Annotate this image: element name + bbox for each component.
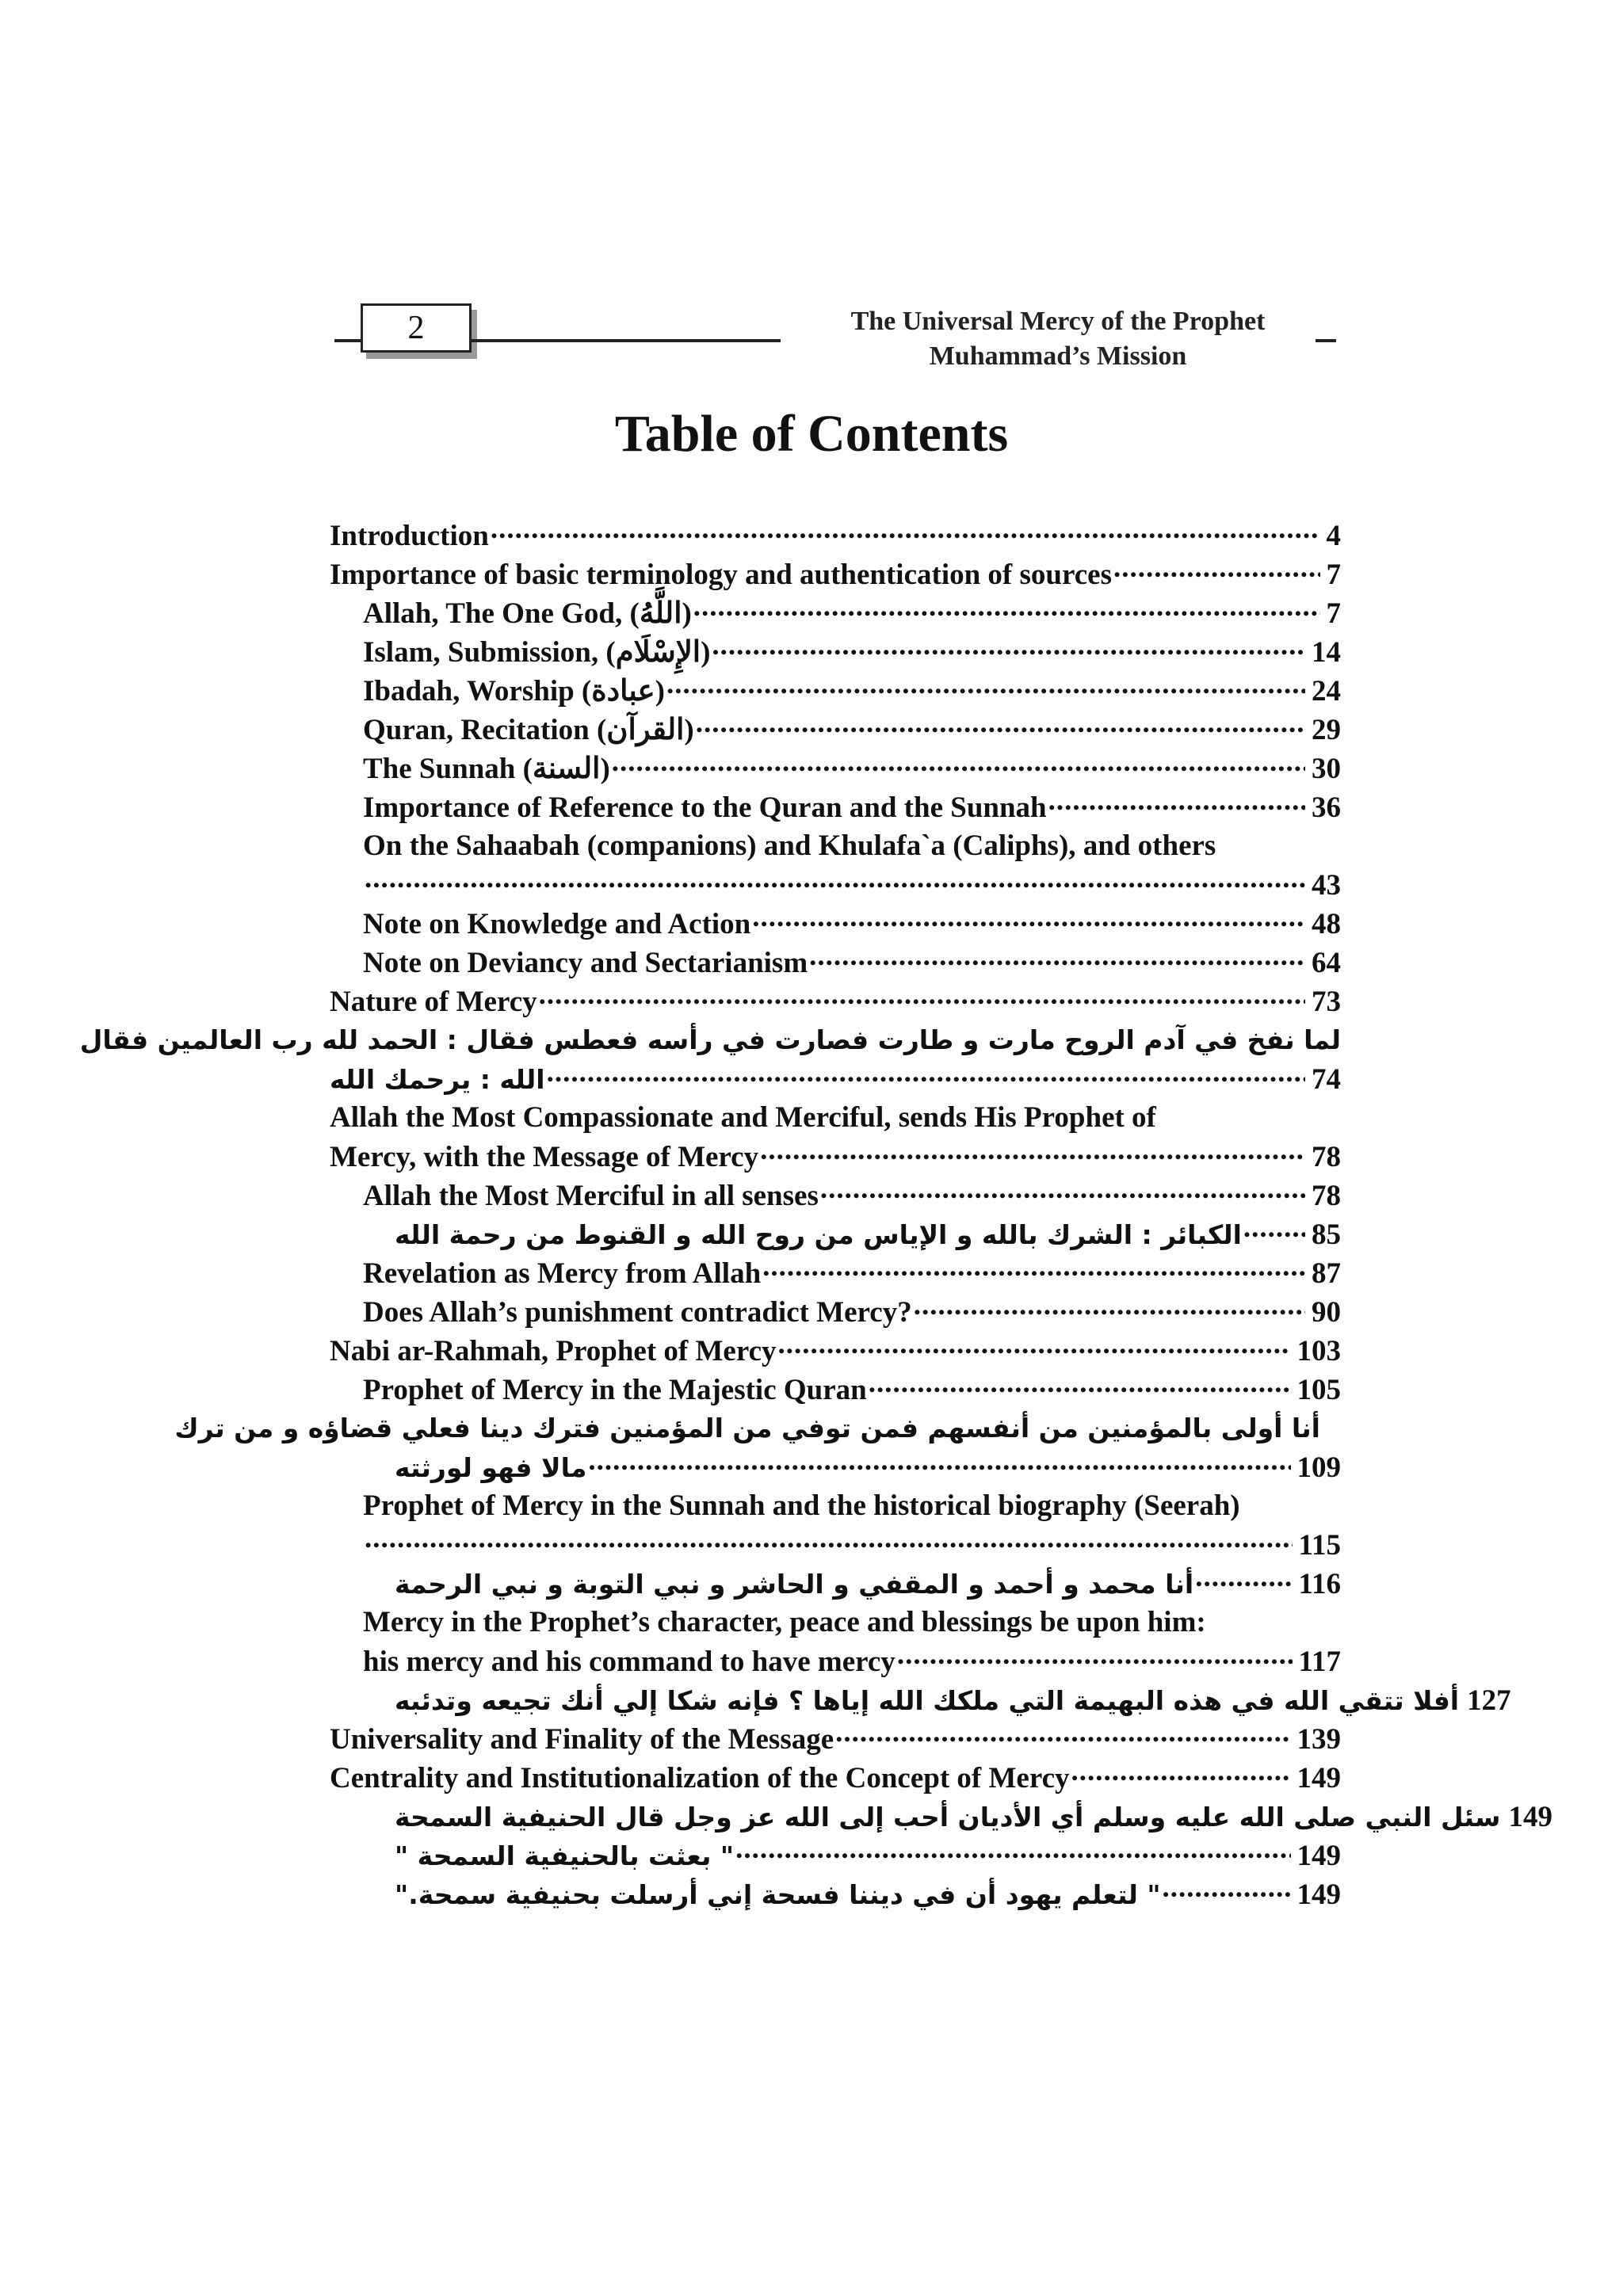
toc-entry-label: أفلا تتقي الله في هذه البهيمة التي ملكك الله إياها ؟ فإنه شكا إلي أنك تجيعه وتدئبه <box>395 1685 1460 1716</box>
toc-entry[interactable] <box>330 1331 1341 1370</box>
toc-entry-label: الله : يرحمك الله <box>330 1064 545 1095</box>
toc-entry[interactable] <box>330 555 1341 593</box>
dot-leader <box>693 593 1320 623</box>
page-number: 2 <box>407 310 425 346</box>
toc-entry-label-line[interactable]: أنا أولى بالمؤمنين من أنفسهم فمن توفي من المؤمنين فترك دينا فعلي قضاؤه و من ترك <box>174 1413 1320 1444</box>
table-of-contents <box>79 516 1552 1913</box>
toc-entry-page: 149 <box>1296 1840 1341 1872</box>
dot-leader <box>1113 555 1320 584</box>
toc-entry[interactable] <box>330 1642 1341 1680</box>
toc-entry-label: سئل النبي صلى الله عليه وسلم أي الأديان أحب إلى الله عز وجل قال الحنيفية السمحة <box>395 1802 1501 1833</box>
toc-entry-label: الكبائر : الشرك بالله و الإياس من روح الله و القنوط من رحمة الله <box>395 1219 1242 1250</box>
toc-entry[interactable] <box>330 1836 1341 1875</box>
header-rule-left <box>334 339 361 342</box>
toc-entry[interactable] <box>330 749 1341 788</box>
toc-entry-label: Mercy, with the Message of Mercy <box>330 1141 759 1173</box>
toc-entry-label: " لتعلم يهود أن في ديننا فسحة إني أرسلت بحنيفية سمحة." <box>395 1879 1161 1910</box>
toc-entry-page: 149 <box>1508 1801 1552 1833</box>
dot-leader <box>365 1525 1293 1554</box>
toc-entry-label: Allah the Most Merciful in all senses <box>363 1180 819 1212</box>
dot-leader <box>588 1447 1290 1477</box>
toc-entry-page: 115 <box>1298 1529 1341 1562</box>
toc-entry-page: 74 <box>1312 1063 1341 1096</box>
toc-entry[interactable] <box>330 671 1341 710</box>
dot-leader <box>612 749 1305 778</box>
toc-entry-page: 29 <box>1312 714 1341 746</box>
toc-entry-label: Nabi ar-Rahmah, Prophet of Mercy <box>330 1335 777 1367</box>
toc-entry-page: 105 <box>1296 1374 1341 1406</box>
toc-entry[interactable] <box>330 1059 1341 1098</box>
toc-entry-label-line[interactable]: Mercy in the Prophet’s character, peace and blessings be upon him: <box>363 1606 1206 1638</box>
toc-entry-label: Allah, The One God, (اللَّهُ) <box>363 597 692 630</box>
toc-entry-label: Importance of Reference to the Quran and the Sunnah <box>363 791 1047 824</box>
toc-entry-label: Revelation as Mercy from Allah <box>363 1257 762 1290</box>
toc-entry[interactable] <box>330 1137 1341 1176</box>
toc-entry-page: 127 <box>1467 1684 1511 1717</box>
toc-entry-label-line[interactable]: Prophet of Mercy in the Sunnah and the historical biography (Seerah) <box>363 1489 1240 1522</box>
toc-entry[interactable] <box>330 1564 1341 1603</box>
header-rule <box>472 339 781 342</box>
toc-entry-label: his mercy and his command to have mercy <box>363 1646 896 1678</box>
toc-entry-label: Note on Deviancy and Sectarianism <box>363 947 808 979</box>
toc-entry-label-line[interactable]: Allah the Most Compassionate and Merciful, sends His Prophet of <box>330 1101 1156 1134</box>
toc-entry-label: Centrality and Institutionalization of the Concept of Mercy <box>330 1762 1070 1794</box>
toc-entry[interactable] <box>330 593 1341 632</box>
toc-entry-page: 7 <box>1326 597 1341 630</box>
dot-leader <box>752 904 1305 933</box>
toc-entry[interactable] <box>330 943 1341 982</box>
toc-entry[interactable] <box>330 1447 1341 1486</box>
toc-entry[interactable] <box>330 1680 1511 1719</box>
toc-entry-page: 117 <box>1298 1646 1341 1678</box>
toc-entry[interactable] <box>330 788 1341 826</box>
toc-entry-label: Quran, Recitation (القرآن) <box>363 714 694 746</box>
toc-entry-label: مالا فهو لورثته <box>395 1452 587 1483</box>
toc-entry[interactable] <box>330 1370 1341 1409</box>
dot-leader <box>762 1253 1305 1283</box>
dot-leader <box>778 1331 1291 1360</box>
toc-entry[interactable] <box>330 1875 1341 1913</box>
toc-entry-label: Does Allah’s punishment contradict Mercy? <box>363 1296 912 1329</box>
toc-entry-label-line[interactable]: لما نفخ في آدم الروح مارت و طارت فصارت في رأسه فعطس فقال : الحمد لله رب العالمين فقال <box>79 1024 1341 1055</box>
toc-entry-label: " بعثت بالحنيفية السمحة " <box>395 1840 735 1871</box>
header-rule-right <box>1316 339 1336 342</box>
toc-entry-page: 73 <box>1312 986 1341 1018</box>
toc-entry[interactable] <box>330 1797 1552 1836</box>
dot-leader <box>1071 1758 1291 1787</box>
toc-entry-page: 78 <box>1312 1141 1341 1173</box>
toc-entry[interactable] <box>330 632 1341 671</box>
toc-entry[interactable] <box>330 1253 1341 1292</box>
toc-entry[interactable] <box>330 1525 1341 1564</box>
toc-entry-label-line[interactable]: On the Sahaabah (companions) and Khulafa`a (Caliphs), and others <box>363 830 1216 862</box>
toc-entry-page: 85 <box>1312 1219 1341 1251</box>
dot-leader <box>1048 788 1305 817</box>
dot-leader <box>1195 1564 1292 1593</box>
dot-leader <box>712 632 1305 662</box>
toc-entry-page: 139 <box>1296 1723 1341 1756</box>
toc-entry[interactable] <box>330 1719 1341 1758</box>
dot-leader <box>760 1137 1305 1166</box>
toc-entry-page: 64 <box>1312 947 1341 979</box>
toc-entry-page: 90 <box>1312 1296 1341 1329</box>
toc-entry-page: 48 <box>1312 908 1341 940</box>
dot-leader <box>365 865 1305 894</box>
toc-entry-label: Prophet of Mercy in the Majestic Quran <box>363 1374 867 1406</box>
dot-leader <box>539 982 1305 1011</box>
toc-entry-label: Note on Knowledge and Action <box>363 908 751 940</box>
toc-entry-page: 149 <box>1296 1878 1341 1911</box>
dot-leader <box>820 1176 1305 1205</box>
toc-entry-page: 43 <box>1312 869 1341 902</box>
toc-entry[interactable] <box>330 904 1341 943</box>
toc-entry-page: 103 <box>1296 1335 1341 1367</box>
dot-leader <box>491 516 1320 545</box>
toc-entry[interactable] <box>330 710 1341 749</box>
toc-entry-page: 30 <box>1312 753 1341 785</box>
toc-entry-page: 14 <box>1312 636 1341 669</box>
dot-leader <box>735 1836 1290 1865</box>
toc-entry-page: 36 <box>1312 791 1341 824</box>
dot-leader <box>696 710 1305 739</box>
page-title: Table of Contents <box>614 405 1009 463</box>
toc-entry-label: The Sunnah (السنة) <box>363 753 610 785</box>
toc-entry-label: Islam, Submission, (الإِسْلَام) <box>363 636 711 669</box>
toc-entry-page: 24 <box>1312 675 1341 707</box>
toc-entry-label: Importance of basic terminology and authentication of sources <box>330 559 1112 591</box>
dot-leader <box>914 1292 1305 1322</box>
toc-entry-page: 149 <box>1296 1762 1341 1794</box>
toc-entry-page: 7 <box>1326 559 1341 591</box>
toc-entry-page: 87 <box>1312 1257 1341 1290</box>
toc-entry-label: Nature of Mercy <box>330 986 537 1018</box>
toc-entry[interactable] <box>330 865 1341 904</box>
dot-leader <box>666 671 1305 700</box>
dot-leader <box>1243 1215 1305 1244</box>
toc-entry[interactable] <box>330 1176 1341 1215</box>
dot-leader <box>897 1642 1293 1671</box>
toc-entry-label: Ibadah, Worship (عبادة) <box>363 675 665 707</box>
toc-entry-label: Universality and Finality of the Message <box>330 1723 834 1756</box>
toc-entry-page: 4 <box>1326 520 1341 552</box>
toc-entry[interactable] <box>330 1292 1341 1331</box>
toc-entry[interactable] <box>330 1215 1341 1253</box>
page-number-box <box>361 303 472 353</box>
dot-leader <box>835 1719 1290 1749</box>
toc-entry-page: 109 <box>1296 1451 1341 1484</box>
running-header-line-2: Muhammad’s Mission <box>929 341 1187 371</box>
toc-entry[interactable] <box>330 516 1341 555</box>
running-header <box>808 304 1308 374</box>
toc-entry-page: 116 <box>1298 1568 1341 1600</box>
toc-entry-page: 78 <box>1312 1180 1341 1212</box>
dot-leader <box>869 1370 1291 1399</box>
toc-entry-label: Introduction <box>330 520 489 552</box>
running-header-line-1: The Universal Mercy of the Prophet <box>850 307 1266 336</box>
toc-entry-label: أنا محمد و أحمد و المقفي و الحاشر و نبي التوبة و نبي الرحمة <box>395 1569 1194 1600</box>
toc-entry[interactable] <box>330 982 1341 1020</box>
toc-entry[interactable] <box>330 1758 1341 1797</box>
dot-leader <box>1163 1875 1291 1904</box>
dot-leader <box>547 1059 1305 1089</box>
dot-leader <box>809 943 1305 972</box>
